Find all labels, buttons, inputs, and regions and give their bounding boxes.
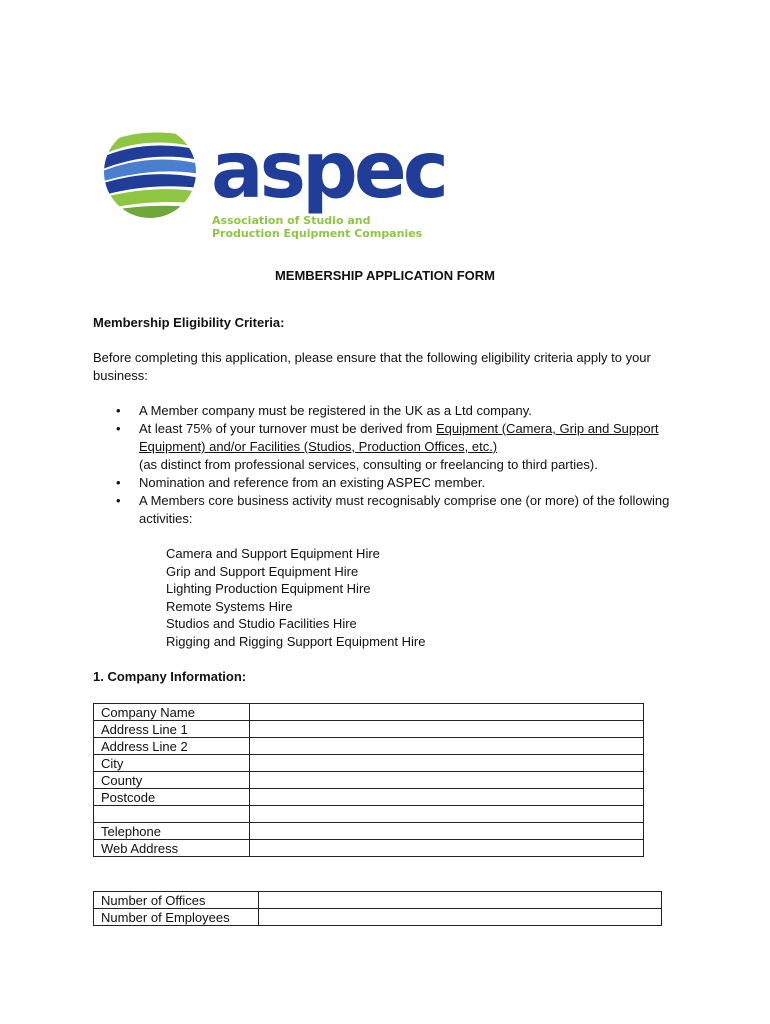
table-row — [94, 909, 662, 926]
table-row — [94, 721, 644, 738]
field-label — [94, 806, 250, 823]
activity-item: Grip and Support Equipment Hire — [166, 563, 359, 579]
activity-item: Rigging and Rigging Support Equipment Hire — [166, 633, 426, 649]
field-label: Address Line 2 — [94, 738, 250, 755]
field-label: Web Address — [94, 840, 250, 857]
field-label: City — [94, 755, 250, 772]
company-info-table — [93, 703, 644, 857]
table-row — [94, 892, 662, 909]
criterion-text: A Members core business activity must recognisably comprise one (or more) of the following activities: — [139, 493, 670, 526]
eligibility-intro: Before completing this application, please ensure that the following eligibility criteria apply to your business: — [93, 350, 651, 383]
bullet-icon: • — [116, 493, 121, 508]
company-info-heading: 1. Company Information: — [93, 669, 247, 684]
table-row — [94, 704, 644, 721]
telephone-field[interactable] — [249, 823, 643, 840]
table-row — [94, 755, 644, 772]
activity-item: Lighting Production Equipment Hire — [166, 581, 371, 597]
list-item — [93, 492, 693, 528]
table-row — [94, 789, 644, 806]
web-address-field[interactable] — [249, 840, 643, 857]
eligibility-criteria-list — [93, 402, 693, 528]
activity-item: Camera and Support Equipment Hire — [166, 546, 380, 561]
form-title: MEMBERSHIP APPLICATION FORM — [274, 268, 496, 283]
logo-wordmark: aspec — [211, 126, 446, 216]
list-item — [93, 402, 693, 420]
criterion-underlined-text: Equipment (Camera, Grip and Support Equipment) and/or Facilities (Studios, Production Offices, etc.) — [139, 421, 659, 454]
field-label: Company Name — [94, 704, 250, 721]
criterion-text: Nomination and reference from an existing ASPEC member. — [139, 475, 486, 490]
field-label: Number of Offices — [94, 892, 259, 909]
list-item — [93, 420, 693, 474]
table-row — [94, 823, 644, 840]
company-name-field[interactable] — [249, 704, 643, 721]
field-label: County — [94, 772, 250, 789]
table-row — [94, 738, 644, 755]
company-size-table — [93, 891, 662, 926]
table-row — [94, 772, 644, 789]
field-label: Number of Employees — [94, 909, 259, 926]
table-row — [94, 840, 644, 857]
eligibility-heading: Membership Eligibility Criteria: — [93, 315, 285, 330]
criterion-text: At least 75% of your turnover must be derived from — [139, 421, 436, 436]
city-field[interactable] — [249, 755, 643, 772]
criterion-text-note: (as distinct from professional services, consulting or freelancing to third parties). — [139, 457, 598, 472]
field-label: Postcode — [94, 789, 250, 806]
number-of-employees-field[interactable] — [258, 909, 661, 926]
bullet-icon: • — [116, 421, 121, 436]
criterion-text: A Member company must be registered in the UK as a Ltd company. — [139, 403, 532, 418]
county-field[interactable] — [249, 772, 643, 789]
postcode-field[interactable] — [249, 789, 643, 806]
blank-field[interactable] — [249, 806, 643, 823]
address-line-2-field[interactable] — [249, 738, 643, 755]
activity-item: Remote Systems Hire — [166, 598, 293, 614]
table-row — [94, 806, 644, 823]
logo-tagline: Association of Studio and Production Equipment Companies — [212, 214, 423, 240]
address-line-1-field[interactable] — [249, 721, 643, 738]
bullet-icon: • — [116, 403, 121, 418]
field-label: Address Line 1 — [94, 721, 250, 738]
list-item — [93, 474, 693, 492]
field-label: Telephone — [94, 823, 250, 840]
number-of-offices-field[interactable] — [258, 892, 661, 909]
bullet-icon: • — [116, 475, 121, 490]
globe-icon — [100, 124, 200, 224]
activities-list — [166, 545, 425, 651]
activity-item: Studios and Studio Facilities Hire — [166, 616, 357, 632]
